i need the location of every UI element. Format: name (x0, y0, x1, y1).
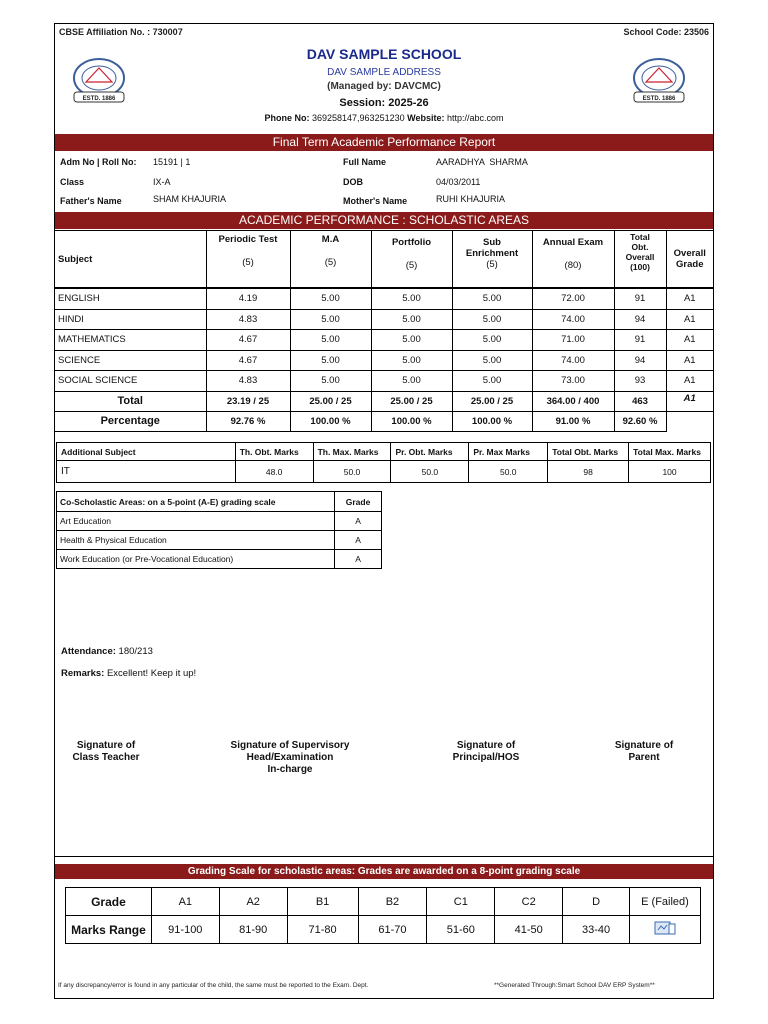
coscholastic-row (57, 531, 382, 550)
additional-subject-name: IT (57, 461, 236, 483)
percentage-cell: 100.00 % (290, 411, 371, 431)
class-label: Class (60, 177, 85, 187)
percentage-empty-cell (666, 411, 713, 431)
additional-header-cell: Pr. Obt. Marks (391, 443, 469, 461)
grade-cell: E (Failed) (630, 888, 701, 916)
coscholastic-grade: A (335, 550, 382, 569)
percentage-row (55, 411, 713, 431)
additional-subject-table (56, 442, 711, 483)
grade-cell: B1 (287, 888, 358, 916)
subject-cell: 71.00 (532, 330, 614, 351)
attendance (61, 646, 153, 657)
grade-header-label: Overall Grade (673, 248, 706, 270)
total-cell: 364.00 / 400 (532, 391, 614, 411)
mother-value: RUHI KHAJURIA (436, 194, 506, 204)
additional-header-cell: Th. Obt. Marks (235, 443, 313, 461)
total-cell: 25.00 / 25 (371, 391, 452, 411)
coscholastic-body (57, 512, 382, 569)
subject-row (55, 371, 713, 392)
additional-header-row (57, 443, 711, 461)
grade-label: Grade (66, 888, 152, 916)
percentage-cell: 100.00 % (452, 411, 532, 431)
subject-cell: 5.00 (290, 289, 371, 310)
subject-cell: 5.00 (371, 371, 452, 392)
additional-data-row (57, 461, 711, 483)
subject-cell: 4.83 (206, 309, 290, 330)
scholastic-table (55, 230, 713, 432)
grading-ranges-row (66, 916, 701, 944)
subject-cell: 4.83 (206, 371, 290, 392)
range-cell: 51-60 (427, 916, 495, 944)
additional-header-cell: Total Obt. Marks (548, 443, 629, 461)
adm-label: Adm No | Roll No: (60, 157, 137, 167)
signature-principal: Signature of Principal/HOS (452, 740, 520, 763)
range-cell: 33-40 (563, 916, 630, 944)
contact-line (0, 113, 768, 123)
pt-header (206, 231, 290, 288)
subject-cell: 5.00 (290, 350, 371, 371)
additional-cell: 98 (548, 461, 629, 483)
coscholastic-grade: A (335, 512, 382, 531)
additional-header-cell: Total Max. Marks (629, 443, 711, 461)
remarks-label: Remarks: (61, 668, 105, 679)
additional-header-cell: Th. Max. Marks (313, 443, 391, 461)
pt-header-label: Periodic Test (218, 234, 278, 245)
range-label: Marks Range (66, 916, 152, 944)
subject-name: ENGLISH (55, 289, 206, 310)
subject-header: Subject (55, 231, 206, 288)
percentage-cell: 92.60 % (614, 411, 666, 431)
subject-cell: 94 (614, 309, 666, 330)
school-code: School Code: 23506 (623, 27, 709, 37)
phone-label: Phone No: (264, 113, 310, 123)
subject-row (55, 289, 713, 310)
additional-header-cell: Additional Subject (57, 443, 236, 461)
adm-value: 15191 | 1 (153, 157, 191, 167)
signature-parent: Signature of Parent (614, 740, 674, 763)
grade-cell: C2 (495, 888, 563, 916)
portfolio-max: (5) (405, 260, 418, 271)
percentage-cell: 91.00 % (532, 411, 614, 431)
subject-cell: 4.19 (206, 289, 290, 310)
subject-cell: 5.00 (371, 309, 452, 330)
range-cell: 81-90 (219, 916, 287, 944)
remarks-value: Excellent! Keep it up! (106, 668, 197, 679)
grading-scale-table (65, 887, 701, 944)
subject-name: SCIENCE (55, 350, 206, 371)
class-value: IX-A (153, 177, 171, 187)
subject-cell: 5.00 (290, 371, 371, 392)
additional-header-cell: Pr. Max Marks (469, 443, 548, 461)
coscholastic-header: Co-Scholastic Areas: on a 5-point (A-E) grading scale (57, 492, 335, 512)
total-header (614, 231, 666, 288)
father-label: Father's Name (60, 196, 122, 206)
attendance-label: Attendance: (61, 646, 116, 657)
sub-enrichment-header (452, 231, 532, 288)
subject-row (55, 309, 713, 330)
portfolio-header (371, 231, 452, 288)
annual-header-label: Annual Exam (542, 237, 604, 248)
grade-header (666, 231, 713, 288)
managed-by: (Managed by: DAVCMC) (327, 81, 441, 92)
subject-cell: 5.00 (452, 330, 532, 351)
coscholastic-grade-header: Grade (335, 492, 382, 512)
subject-cell: 73.00 (532, 371, 614, 392)
mother-label: Mother's Name (343, 196, 408, 206)
coscholastic-row (57, 550, 382, 569)
dob-label: DOB (343, 177, 363, 187)
range-cell: 61-70 (358, 916, 427, 944)
portfolio-header-label: Portfolio (391, 237, 432, 248)
grade-cell: B2 (358, 888, 427, 916)
father-value: SHAM KHAJURIA (153, 194, 227, 204)
subject-cell: 5.00 (290, 309, 371, 330)
subject-cell: 5.00 (452, 309, 532, 330)
subject-cell: 74.00 (532, 309, 614, 330)
subject-cell: 5.00 (290, 330, 371, 351)
ma-header (290, 231, 371, 288)
coscholastic-header-row (57, 492, 382, 512)
total-header-label: Total Obt. Overall (100) (625, 232, 655, 272)
divider (55, 856, 713, 857)
coscholastic-area: Work Education (or Pre-Vocational Education) (57, 550, 335, 569)
coscholastic-area: Health & Physical Education (57, 531, 335, 550)
subject-name: MATHEMATICS (55, 330, 206, 351)
scholastic-body (55, 289, 713, 432)
signature-supervisory-head: Signature of Supervisory Head/Examination In-charge (230, 740, 350, 775)
subject-cell: 5.00 (371, 289, 452, 310)
subject-cell: 5.00 (452, 350, 532, 371)
ma-max: (5) (324, 257, 337, 268)
grade-cell: C1 (427, 888, 495, 916)
document-icon (652, 920, 678, 936)
scholastic-header-row (55, 231, 713, 288)
pt-max: (5) (242, 257, 254, 268)
name-value: AARADHYA SHARMA (436, 157, 528, 167)
signature-class-teacher: Signature of Class Teacher (72, 740, 140, 763)
range-cell: 91-100 (151, 916, 219, 944)
coscholastic-grade: A (335, 531, 382, 550)
subject-row (55, 350, 713, 371)
percentage-cell: 92.76 % (206, 411, 290, 431)
subject-cell: 74.00 (532, 350, 614, 371)
seal-left-text: ESTD. 1886 (82, 96, 116, 102)
percentage-label: Percentage (55, 411, 206, 431)
remarks (61, 668, 196, 679)
percentage-cell: 100.00 % (371, 411, 452, 431)
sub-header-label: Sub Enrichment (465, 237, 519, 259)
affiliation-number: CBSE Affiliation No. : 730007 (59, 27, 183, 37)
range-cell: 41-50 (495, 916, 563, 944)
subject-cell: A1 (666, 350, 713, 371)
subject-cell: A1 (666, 371, 713, 392)
subject-cell: 4.67 (206, 330, 290, 351)
additional-cell: 50.0 (469, 461, 548, 483)
footer-disclaimer: If any discrepancy/error is found in any particular of the child, the same must be reported to the Exam. Dept. (58, 982, 369, 989)
annual-header (532, 231, 614, 288)
total-cell: 23.19 / 25 (206, 391, 290, 411)
subject-cell: A1 (666, 330, 713, 351)
subject-cell: 91 (614, 330, 666, 351)
subject-cell: A1 (666, 289, 713, 310)
subject-cell: 4.67 (206, 350, 290, 371)
subject-name: HINDI (55, 309, 206, 330)
coscholastic-table (56, 491, 382, 569)
subject-cell: A1 (666, 309, 713, 330)
total-row (55, 391, 713, 411)
range-cell-icon (630, 916, 701, 944)
subject-cell: 94 (614, 350, 666, 371)
subject-cell: 72.00 (532, 289, 614, 310)
school-name: DAV SAMPLE SCHOOL (306, 46, 462, 62)
subject-cell: 5.00 (371, 330, 452, 351)
website-link[interactable]: http://abc.com (446, 113, 504, 123)
report-title: Final Term Academic Performance Report (55, 134, 713, 151)
coscholastic-area: Art Education (57, 512, 335, 531)
subject-row (55, 330, 713, 351)
attendance-value: 180/213 (118, 646, 153, 657)
total-cell: 25.00 / 25 (290, 391, 371, 411)
subject-name: SOCIAL SCIENCE (55, 371, 206, 392)
school-address: DAV SAMPLE ADDRESS (327, 67, 441, 78)
phone-value: 369258147,963251230 (312, 113, 405, 123)
grade-cell: A2 (219, 888, 287, 916)
website-label: Website: (407, 113, 445, 123)
total-cell: 463 (614, 391, 666, 411)
grade-cell: D (563, 888, 630, 916)
additional-cell: 100 (629, 461, 711, 483)
subject-cell: 5.00 (452, 289, 532, 310)
total-cell: 25.00 / 25 (452, 391, 532, 411)
additional-cell: 48.0 (235, 461, 313, 483)
annual-max: (80) (564, 260, 582, 271)
grading-grades-row (66, 888, 701, 916)
sub-max: (5) (486, 259, 498, 270)
name-label: Full Name (343, 157, 387, 167)
subject-cell: 91 (614, 289, 666, 310)
subject-cell: 5.00 (371, 350, 452, 371)
seal-right-text: ESTD. 1886 (642, 96, 676, 102)
session: Session: 2025-26 (339, 97, 429, 109)
range-cell: 71-80 (287, 916, 358, 944)
grade-cell: A1 (151, 888, 219, 916)
scholastic-title: ACADEMIC PERFORMANCE : SCHOLASTIC AREAS (55, 212, 713, 229)
footer-generated: **Generated Through:Smart School DAV ERP System** (494, 982, 655, 989)
subject-cell: 5.00 (452, 371, 532, 392)
grading-scale-title: Grading Scale for scholastic areas: Grades are awarded on a 8-point grading scale (55, 864, 713, 879)
additional-cell: 50.0 (391, 461, 469, 483)
ma-header-label: M.A (321, 234, 340, 245)
total-label: Total (55, 391, 206, 411)
total-cell: A1 (666, 391, 713, 411)
subject-cell: 93 (614, 371, 666, 392)
additional-cell: 50.0 (313, 461, 391, 483)
dob-value: 04/03/2011 (436, 177, 481, 187)
coscholastic-row (57, 512, 382, 531)
